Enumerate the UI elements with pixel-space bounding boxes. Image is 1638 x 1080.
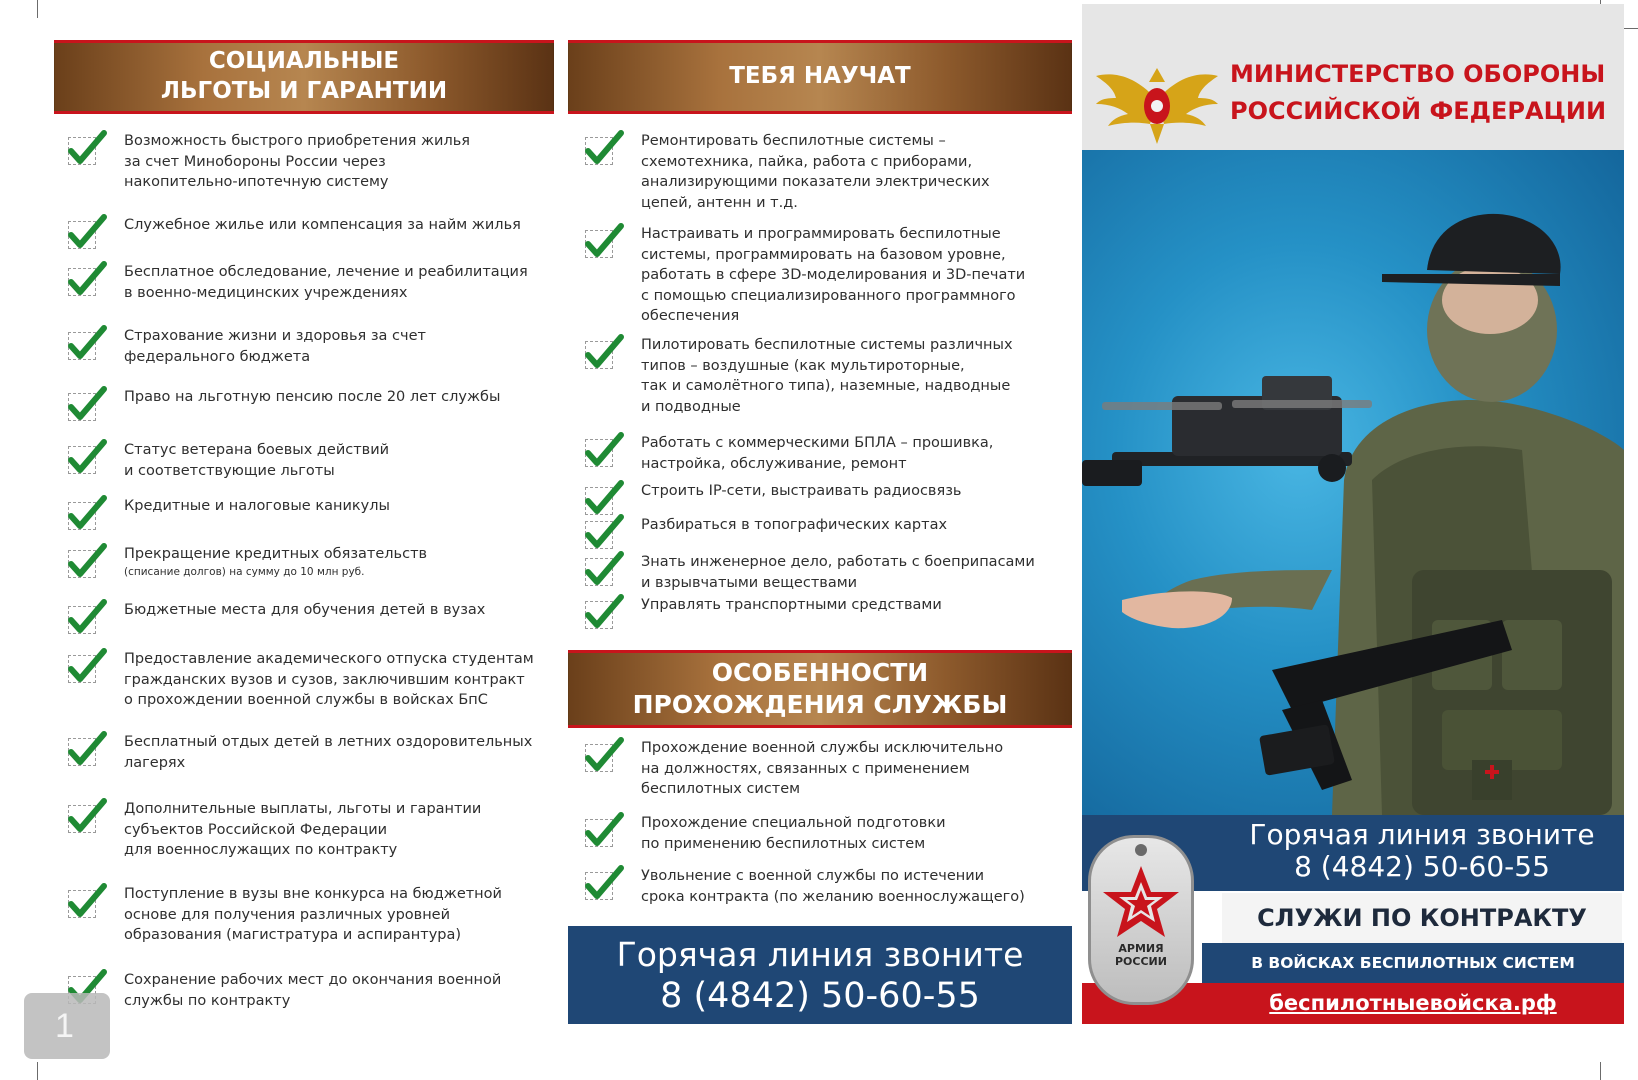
benefits-header-line: СОЦИАЛЬНЫЕ — [208, 48, 400, 75]
service-feature-item — [641, 813, 1081, 854]
skill-item-line: и взрывчатыми веществами — [641, 574, 858, 591]
skills-header — [568, 40, 1072, 114]
crop-mark — [1600, 1062, 1601, 1080]
skill-item-line: типов – воздушные (как мультироторные, — [641, 357, 965, 374]
benefit-item-line: Статус ветерана боевых действий — [124, 442, 390, 458]
benefit-item-line: службы по контракту — [124, 992, 291, 1009]
checkmark-icon — [583, 864, 623, 904]
crop-mark — [37, 0, 38, 18]
service-feature-item-line: по применению беспилотных систем — [641, 835, 926, 852]
benefit-item-line: Страхование жизни и здоровья за счет — [124, 328, 426, 344]
benefit-item-line: Бесплатное обследование, лечение и реабилитация — [124, 264, 528, 280]
checkmark-icon — [583, 513, 623, 553]
checkmark-icon — [66, 260, 106, 300]
benefit-item-line: для военнослужащих по контракту — [124, 842, 398, 858]
hotline-box — [568, 926, 1072, 1024]
benefit-item — [124, 732, 564, 773]
hotline-phone: 8 (4842) 50-60-55 — [660, 976, 980, 1016]
service-features-header-line: ОСОБЕННОСТИ — [711, 657, 929, 687]
badge-line: АРМИЯ — [1118, 942, 1164, 955]
ministry-title-line: РОССИЙСКОЙ ФЕДЕРАЦИИ — [1230, 97, 1607, 125]
service-feature-item-line: беспилотных систем — [641, 781, 801, 797]
benefit-item-line: Право на льготную пенсию после 20 лет службы — [124, 389, 501, 405]
benefit-item-line: Поступление в вузы вне конкурса на бюджетной — [124, 886, 502, 902]
benefit-item-line: основе для получения различных уровней — [124, 906, 451, 923]
benefit-item-line: Бюджетные места для обучения детей в вузах — [124, 602, 486, 618]
checkmark-icon — [583, 222, 623, 262]
skill-item — [641, 515, 1081, 536]
benefit-item — [124, 544, 564, 579]
benefit-item-line: Предоставление академического отпуска студентам — [124, 651, 534, 667]
benefit-item — [124, 884, 564, 946]
skill-item-line: системы, программировать на базовом уровне, — [641, 246, 1006, 263]
checkmark-icon — [583, 129, 623, 169]
skill-item — [641, 481, 1081, 502]
ministry-title — [1230, 56, 1606, 130]
checkmark-icon — [66, 385, 106, 425]
benefits-header — [54, 40, 554, 114]
cta-hotline-label: Горячая линия звоните — [1249, 818, 1595, 851]
service-features-header-line: ПРОХОЖДЕНИЯ СЛУЖБЫ — [632, 690, 1008, 719]
skill-item-line: настройка, обслуживание, ремонт — [641, 455, 907, 472]
skill-item-line: и подводные — [641, 398, 741, 415]
checkmark-icon — [583, 736, 623, 776]
benefit-item-line: в военно-медицинских учреждениях — [124, 284, 408, 301]
benefit-item-line: о прохождении военной службы в войсках БпС — [124, 692, 488, 708]
benefit-item — [124, 440, 564, 481]
cta-slogan: СЛУЖИ ПО КОНТРАКТУ — [1222, 893, 1622, 943]
service-feature-item-line: на должностях, связанных с применением — [641, 760, 970, 777]
cta-hotline-phone: 8 (4842) 50-60-55 — [1294, 850, 1550, 883]
page-number: 1 — [55, 1007, 74, 1045]
checkmark-icon — [66, 797, 106, 837]
checkmark-icon — [66, 213, 106, 253]
checkmark-icon — [66, 730, 106, 770]
benefit-item-line: Дополнительные выплаты, льготы и гарантии — [124, 801, 482, 817]
benefit-item — [124, 262, 564, 303]
red-star-icon — [1101, 864, 1181, 940]
benefit-item-line: Возможность быстрого приобретения жилья — [124, 133, 470, 149]
benefit-item-line: гражданских вузов и сузов, заключившим контракт — [124, 671, 525, 688]
skill-item-line: Работать с коммерческими БПЛА – прошивка, — [641, 435, 994, 451]
skill-item — [641, 595, 1081, 616]
skill-item — [641, 552, 1081, 593]
army-dog-tag-badge — [1088, 835, 1194, 1005]
benefit-item — [124, 131, 564, 193]
skill-item — [641, 224, 1081, 327]
skill-item-line: Настраивать и программировать беспилотные — [641, 226, 1001, 242]
benefit-item — [124, 600, 564, 621]
checkmark-icon — [583, 550, 623, 590]
benefit-item-line: субъектов Российской Федерации — [124, 821, 388, 838]
cta-subslogan: В ВОЙСКАХ БЕСПИЛОТНЫХ СИСТЕМ — [1202, 943, 1624, 983]
skill-item-line: Знать инженерное дело, работать с боеприпасами — [641, 554, 1035, 570]
soldier-with-drone-illustration — [1082, 150, 1624, 815]
service-feature-item-line: срока контракта (по желанию военнослужащего) — [641, 888, 1025, 905]
skill-item-line: работать в сфере 3D-моделирования и 3D-печати — [641, 267, 1026, 283]
benefit-item-line: образования (магистратура и аспирантура) — [124, 927, 462, 943]
benefit-item-line: Сохранение рабочих мест до окончания военной — [124, 972, 502, 988]
checkmark-icon — [66, 494, 106, 534]
benefit-item-line: за счет Минобороны России через — [124, 153, 386, 170]
service-feature-item-line: Прохождение специальной подготовки — [641, 815, 946, 831]
checkmark-icon — [66, 882, 106, 922]
skill-item-line: обеспечения — [641, 308, 740, 324]
benefit-item-line: Служебное жилье или компенсация за найм жилья — [124, 217, 521, 233]
ministry-panel — [1082, 4, 1624, 150]
benefit-item-line: (списание долгов) на сумму до 10 млн руб. — [124, 565, 365, 578]
benefit-item-line: накопительно-ипотечную систему — [124, 174, 389, 190]
benefit-item — [124, 970, 564, 1011]
skill-item-line: Разбираться в топографических картах — [641, 517, 948, 533]
checkmark-icon — [583, 593, 623, 633]
skill-item — [641, 335, 1081, 417]
cta-panel — [1082, 815, 1624, 1024]
badge-line: РОССИИ — [1115, 955, 1167, 968]
ministry-title-line: МИНИСТЕРСТВО ОБОРОНЫ — [1230, 60, 1606, 88]
skill-item — [641, 131, 1081, 213]
skill-item-line: анализирующими показатели электрических — [641, 174, 990, 190]
benefit-item — [124, 215, 564, 236]
dog-tag-hole — [1135, 844, 1147, 856]
hotline-label: Горячая линия звоните — [616, 935, 1024, 974]
service-feature-item — [641, 738, 1081, 800]
checkmark-icon — [66, 129, 106, 169]
soldier-photo — [1082, 150, 1624, 815]
checkmark-icon — [66, 542, 106, 582]
benefit-item — [124, 387, 564, 408]
benefit-item — [124, 799, 564, 861]
skills-header-text: ТЕБЯ НАУЧАТ — [729, 63, 911, 90]
skill-item-line: Ремонтировать беспилотные системы – — [641, 133, 946, 149]
skill-item-line: с помощью специализированного программного — [641, 287, 1016, 304]
service-features-header — [568, 650, 1072, 728]
double-headed-eagle-emblem — [1094, 54, 1220, 146]
benefit-item — [124, 649, 564, 711]
website-link[interactable]: беспилотныевойска.рф — [1269, 991, 1557, 1015]
service-feature-item-line: Прохождение военной службы исключительно — [641, 740, 1004, 756]
benefit-item — [124, 496, 564, 517]
checkmark-icon — [583, 333, 623, 373]
benefit-item-line: Прекращение кредитных обязательств — [124, 546, 428, 562]
benefit-item-line: и соответствующие льготы — [124, 462, 335, 479]
skill-item-line: Управлять транспортными средствами — [641, 597, 942, 613]
skill-item-line: схемотехника, пайка, работа с приборами, — [641, 153, 973, 170]
benefit-item-line: Кредитные и налоговые каникулы — [124, 498, 390, 514]
crop-mark — [37, 1062, 38, 1080]
benefits-header-line: ЛЬГОТЫ И ГАРАНТИИ — [160, 78, 448, 104]
benefit-item — [124, 326, 564, 367]
cta-hotline — [1222, 819, 1622, 883]
skill-item — [641, 433, 1081, 474]
skill-item-line: Строить IP-сети, выстраивать радиосвязь — [641, 483, 962, 499]
checkmark-icon — [66, 438, 106, 478]
checkmark-icon — [583, 431, 623, 471]
service-feature-item — [641, 866, 1081, 907]
skill-item-line: Пилотировать беспилотные системы различных — [641, 337, 1013, 353]
checkmark-icon — [66, 647, 106, 687]
benefit-item-line: федерального бюджета — [124, 348, 311, 365]
page-number-tab — [24, 993, 110, 1059]
benefit-item-line: лагерях — [124, 754, 186, 771]
badge-text — [1091, 942, 1191, 968]
checkmark-icon — [66, 598, 106, 638]
checkmark-icon — [66, 324, 106, 364]
service-feature-item-line: Увольнение с военной службы по истечении — [641, 868, 985, 884]
skill-item-line: цепей, антенн и т.д. — [641, 194, 798, 211]
benefit-item-line: Бесплатный отдых детей в летних оздоровительных — [124, 734, 533, 750]
checkmark-icon — [583, 811, 623, 851]
skill-item-line: так и самолётного типа), наземные, надводные — [641, 378, 1011, 394]
